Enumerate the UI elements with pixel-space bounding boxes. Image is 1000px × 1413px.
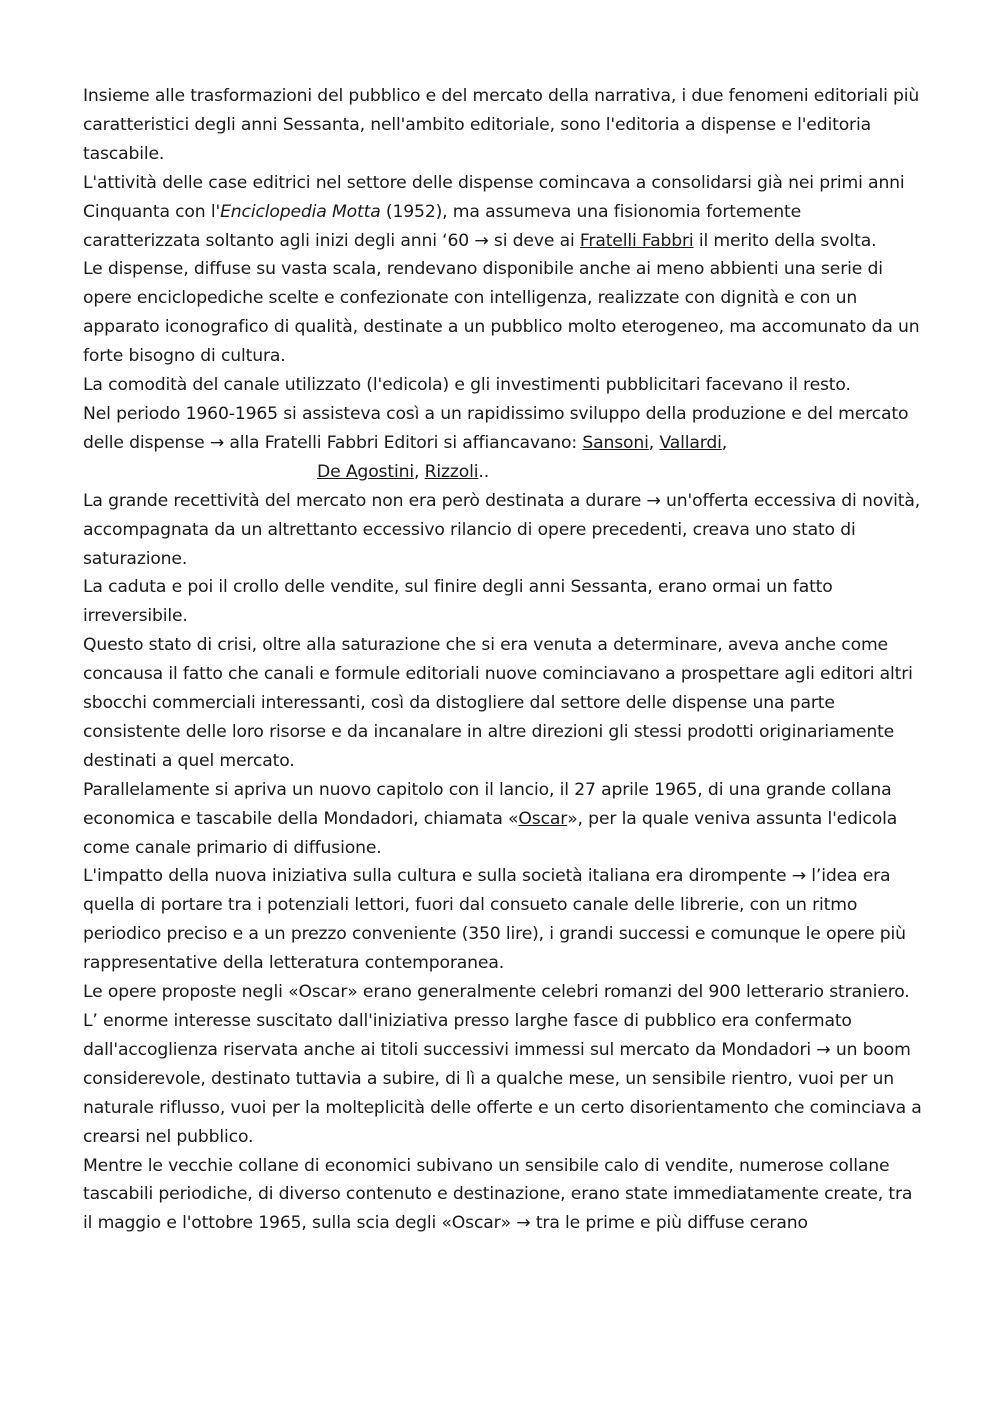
paragraph-7: La caduta e poi il crollo delle vendite, sul finire degli anni Sessanta, erano ormai un fatto irreversibile. bbox=[83, 577, 833, 627]
paragraph-2-text-c: il merito della svolta. bbox=[693, 230, 877, 251]
paragraph-11: Le opere proposte negli «Oscar» erano generalmente celebri romanzi del 900 letterario straniero. bbox=[83, 982, 910, 1003]
enciclopedia-motta-title: Enciclopedia Motta bbox=[220, 201, 381, 222]
paragraph-2 bbox=[83, 169, 923, 256]
vallardi-link[interactable]: Vallardi bbox=[659, 432, 722, 453]
oscar-link[interactable]: Oscar bbox=[518, 808, 568, 829]
rizzoli-link[interactable]: Rizzoli bbox=[424, 461, 479, 482]
document-body bbox=[83, 82, 923, 1238]
fratelli-fabbri-link[interactable]: Fratelli Fabbri bbox=[579, 230, 694, 251]
paragraph-4: La comodità del canale utilizzato (l'edicola) e gli investimenti pubblicitari facevano il resto. bbox=[83, 375, 851, 396]
indented-line bbox=[83, 458, 489, 487]
ellipsis: .. bbox=[478, 461, 490, 482]
paragraph-13: Mentre le vecchie collane di economici subivano un sensibile calo di vendite, numerose collane tascabili periodiche, di diverso contenuto e destinazione, erano state immediatamente create, tra il maggio e l'ottobre 1965, sulla scia degli «Oscar» → tra le prime e più diffuse cerano bbox=[83, 1155, 913, 1234]
paragraph-9-text-b: », per la quale veniva assunta l'edicola come canale primario di diffusione. bbox=[83, 808, 898, 858]
paragraph-12: L’ enorme interesse suscitato dall'iniziativa presso larghe fasce di pubblico era confermato dall'accoglienza riservata anche ai titoli successivi immessi sul mercato da Mondadori → un boom considerevole, destinato tuttavia a subire, di lì a qualche mese, un sensibile rientro, vuoi per un naturale riflusso, vuoi per la molteplicità delle offerte e un certo disorientamento che cominciava a crearsi nel pubblico. bbox=[83, 1011, 922, 1147]
paragraph-5 bbox=[83, 400, 923, 487]
paragraph-9-text-a: Parallelamente si apriva un nuovo capitolo con il lancio, il 27 aprile 1965, di una grande collana economica e tascabile della Mondadori, chiamata « bbox=[83, 779, 892, 829]
separator: , bbox=[413, 461, 425, 482]
paragraph-2-text-a: L'attività delle case editrici nel settore delle dispense comincava a consolidarsi già nei primi anni Cinquanta con l' bbox=[83, 172, 905, 222]
paragraph-5-text: Nel periodo 1960-1965 si assisteva così a un rapidissimo sviluppo della produzione e del mercato delle dispense → alla Fratelli Fabbri Editori si affiancavano: bbox=[83, 403, 909, 453]
paragraph-10: L'impatto della nuova iniziativa sulla cultura e sulla società italiana era dirompente → l’idea era quella di portare tra i potenziali lettori, fuori dal consueto canale delle librerie, con un ritmo periodico preciso e a un prezzo conveniente (350 lire), i grandi successi e comunque le opere più rappresentative della letteratura contemporanea. bbox=[83, 866, 906, 974]
paragraph-9 bbox=[83, 776, 923, 863]
sansoni-link[interactable]: Sansoni bbox=[582, 432, 649, 453]
paragraph-6: La grande recettività del mercato non era però destinata a durare → un'offerta eccessiva di novità, accompagnata da un altrettanto eccessivo rilancio di opere precedenti, creava uno stato di saturazione. bbox=[83, 490, 921, 569]
de-agostini-link[interactable]: De Agostini bbox=[317, 461, 414, 482]
separator: , bbox=[648, 432, 660, 453]
paragraph-3: Le dispense, diffuse su vasta scala, rendevano disponibile anche ai meno abbienti una serie di opere enciclopediche scelte e confezionate con intelligenza, realizzate con dignità e con un apparato iconografico di qualità, destinate a un pubblico molto eterogeneo, ma accomunato da un forte bisogno di cultura. bbox=[83, 259, 920, 367]
paragraph-2-text-b: (1952), ma assumeva una fisionomia fortemente caratterizzata soltanto agli inizi degli anni ‘60 → si deve ai bbox=[83, 201, 802, 251]
paragraph-8: Questo stato di crisi, oltre alla saturazione che si era venuta a determinare, aveva anche come concausa il fatto che canali e formule editoriali nuove cominciavano a prospettare agli editori altri sbocchi commerciali interessanti, così da distogliere dal settore delle dispense una parte consistente delle loro risorse e da incanalare in altre direzioni gli stessi prodotti originariamente destinati a quel mercato. bbox=[83, 635, 913, 771]
paragraph-1: Insieme alle trasformazioni del pubblico e del mercato della narrativa, i due fenomeni editoriali più caratteristici degli anni Sessanta, nell'ambito editoriale, sono l'editoria a dispense e l'editoria tascabile. bbox=[83, 86, 920, 164]
separator: , bbox=[721, 432, 728, 453]
